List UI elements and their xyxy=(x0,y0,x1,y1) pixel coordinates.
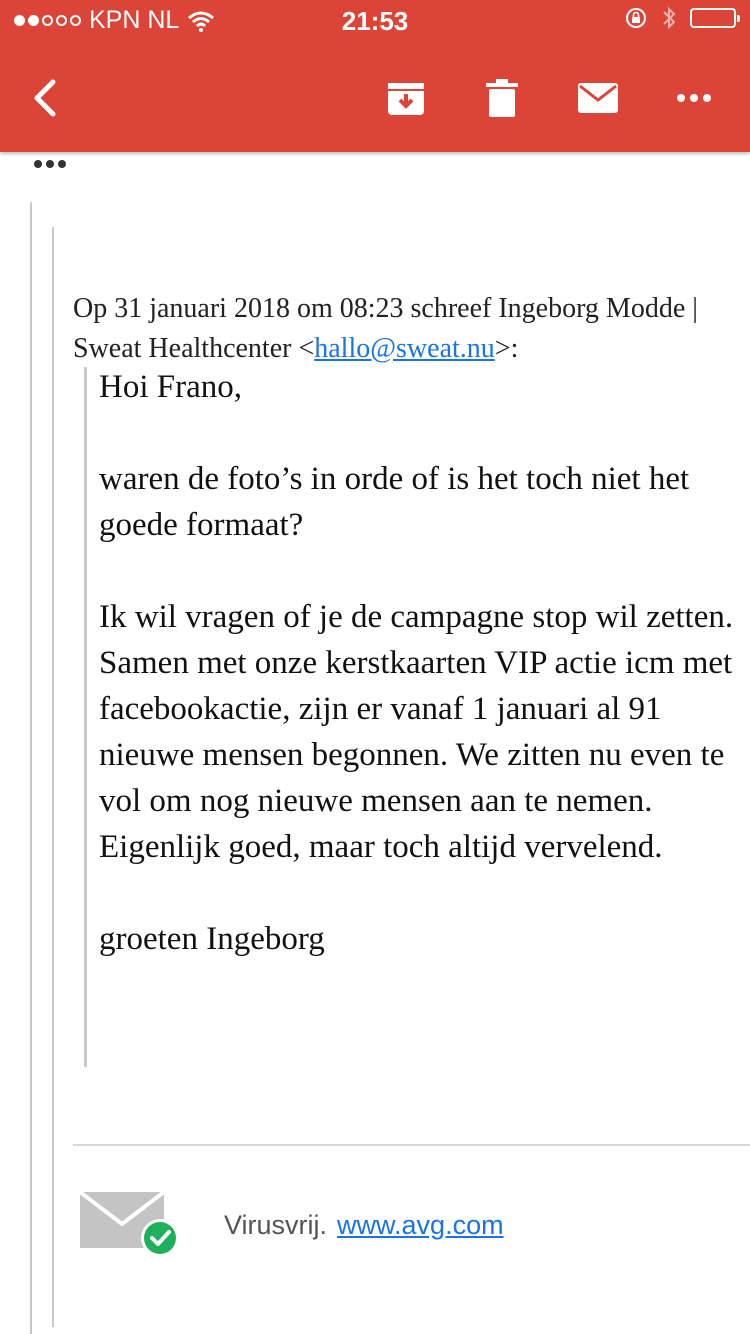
archive-icon xyxy=(386,79,426,117)
battery-icon xyxy=(690,8,736,28)
mail-icon xyxy=(577,82,619,114)
quote-bar-inner xyxy=(84,367,87,1067)
mail-check-icon xyxy=(80,1192,180,1258)
orientation-lock-icon xyxy=(624,6,648,30)
carrier-name: KPN NL xyxy=(89,6,180,34)
show-trimmed-content-button[interactable] xyxy=(34,160,66,168)
greeting: Hoi Frano, xyxy=(99,369,242,405)
closing: groeten Ingeborg xyxy=(99,921,325,957)
attribution-text: Op 31 januari 2018 om 08:23 schreef Ingeborg Modde | Sweat Healthcenter < xyxy=(73,293,698,364)
quote-bar-outer xyxy=(30,202,32,1334)
delete-button[interactable] xyxy=(472,68,532,128)
status-bar xyxy=(0,0,750,40)
bluetooth-icon xyxy=(662,6,676,30)
virus-free-label: Virusvrij. xyxy=(224,1209,328,1240)
email-body xyxy=(0,152,750,1334)
archive-button[interactable] xyxy=(376,68,436,128)
paragraph-1: waren de foto’s in orde of is het toch niet het goede formaat? xyxy=(99,461,690,543)
more-horizontal-icon xyxy=(676,93,712,103)
avg-link[interactable]: www.avg.com xyxy=(337,1209,504,1240)
signature-divider xyxy=(73,1144,750,1146)
chevron-left-icon xyxy=(29,78,59,118)
status-time: 21:53 xyxy=(341,6,409,36)
more-options-button[interactable] xyxy=(664,68,724,128)
app-header xyxy=(0,0,750,152)
quote-attribution xyxy=(73,289,713,369)
quoted-message xyxy=(99,364,744,962)
sender-email-link[interactable]: hallo@sweat.nu xyxy=(314,333,495,364)
quote-bar-middle xyxy=(52,227,54,1327)
attribution-suffix: >: xyxy=(494,333,519,364)
paragraph-2: Ik wil vragen of je de campagne stop wil zetten. Samen met onze kerstkaarten VIP actie icm met facebookactie, zijn er vanaf 1 januari al 91 nieuwe mensen begonnen. We zitten nu even te vol om nog nieuwe mensen aan te nemen. Eigenlijk goed, maar toch altijd vervelend. xyxy=(99,599,734,865)
back-button[interactable] xyxy=(14,68,74,128)
avg-signature xyxy=(80,1192,504,1258)
mark-unread-button[interactable] xyxy=(568,68,628,128)
trash-icon xyxy=(485,78,519,118)
